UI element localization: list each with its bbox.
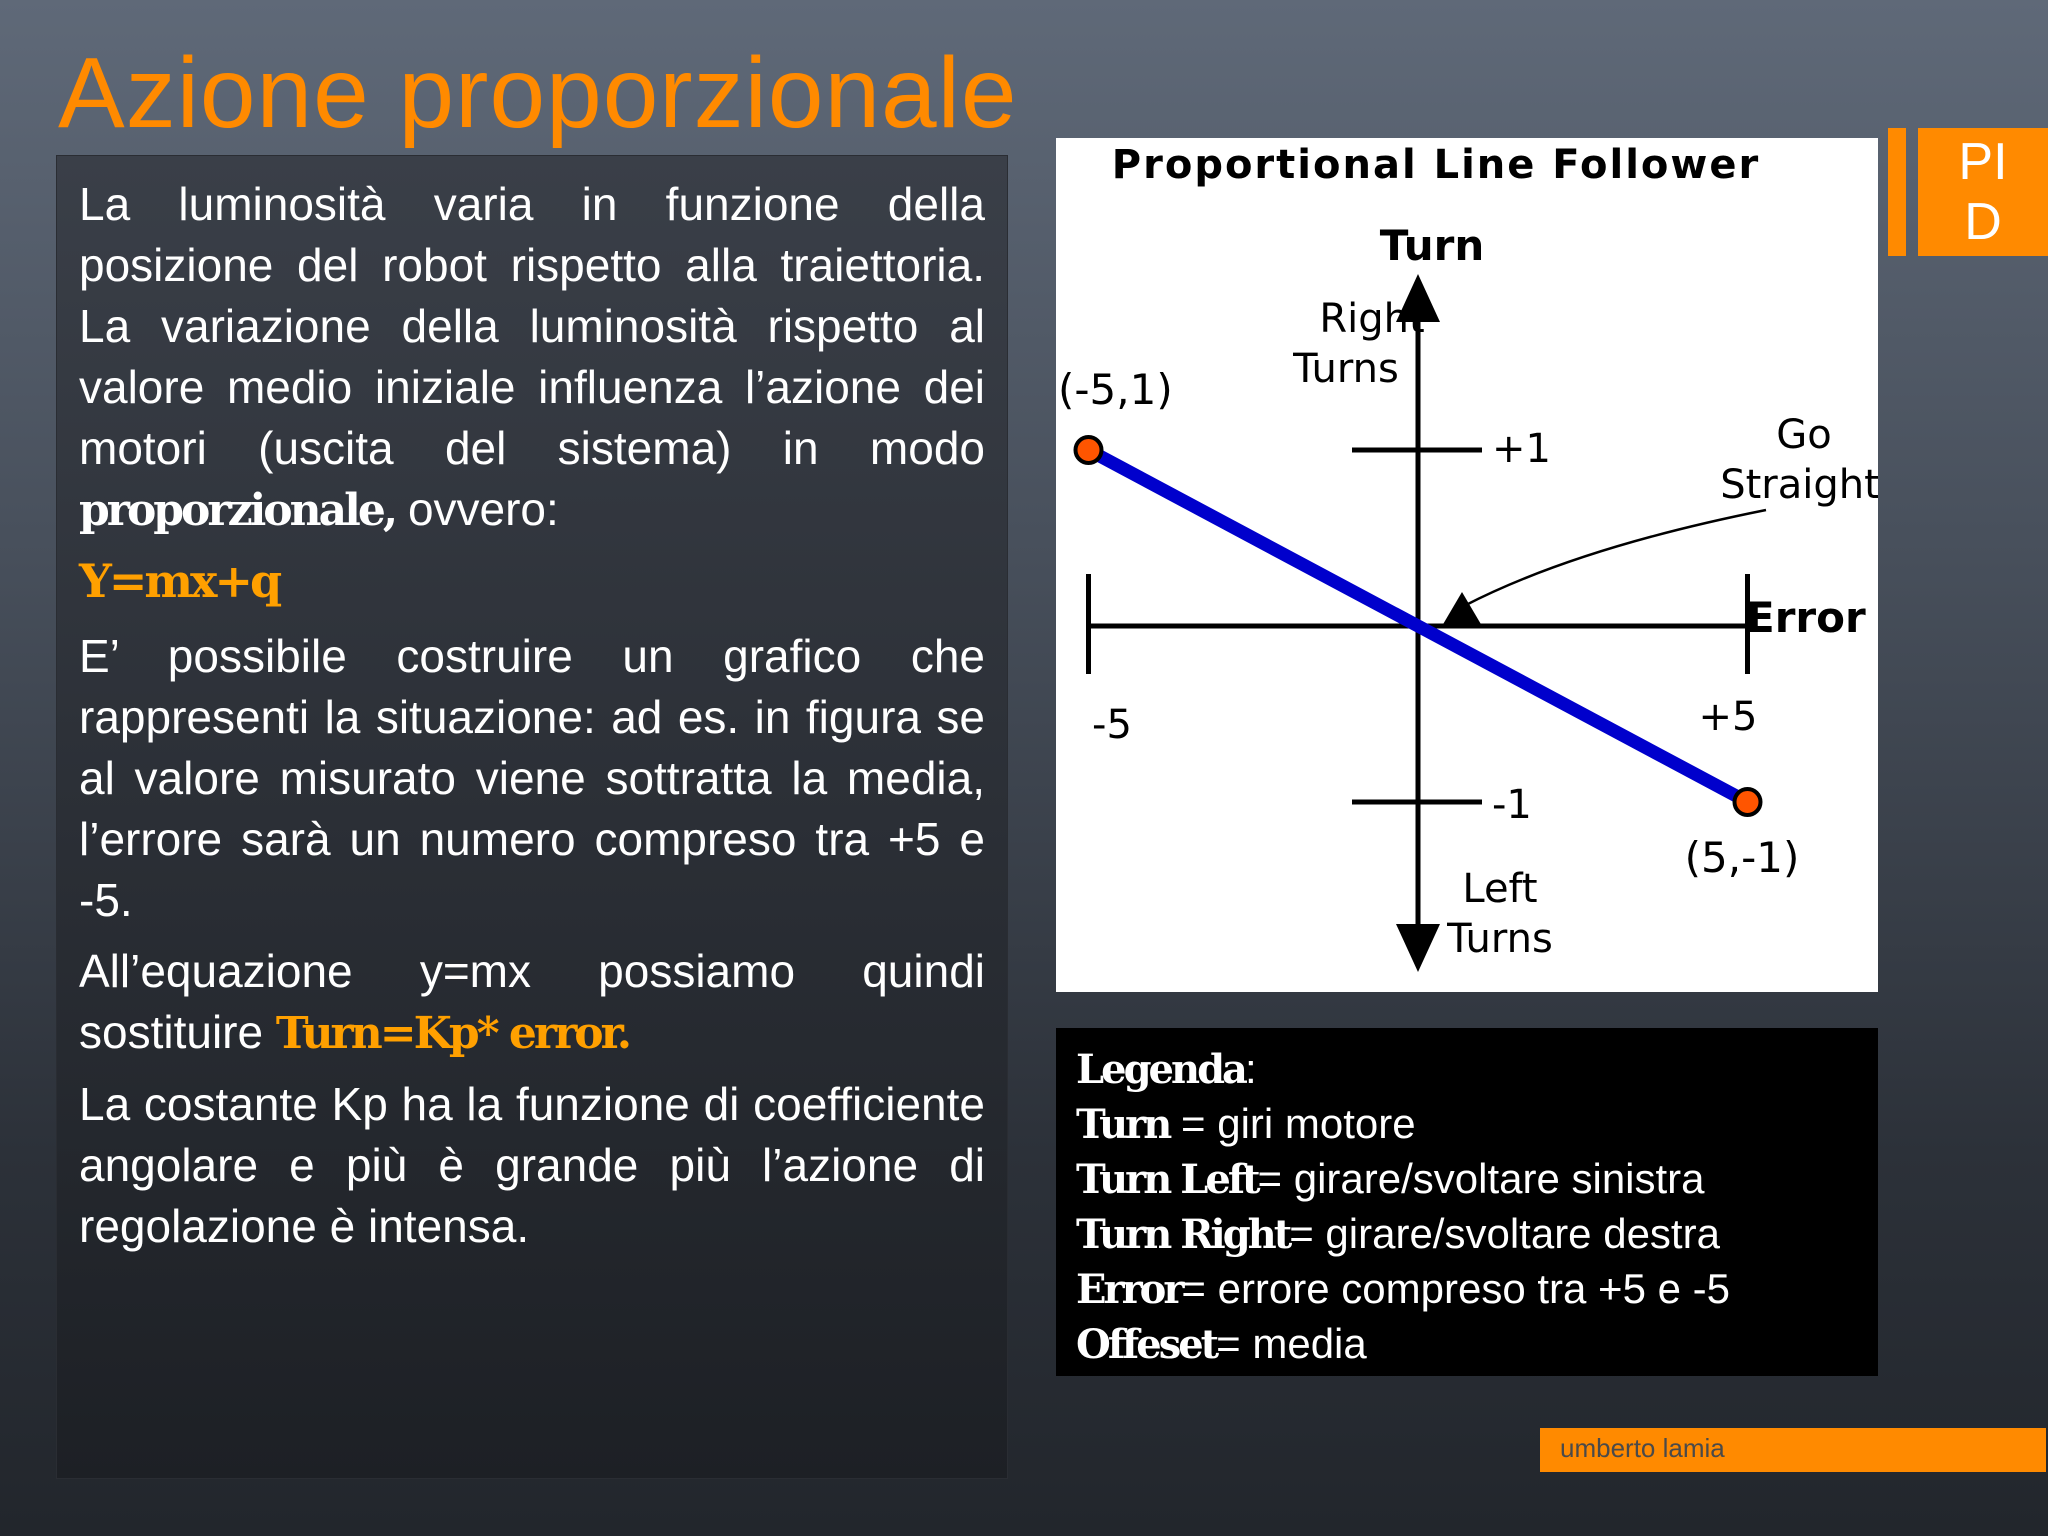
go-straight-label-1: Go — [1776, 412, 1832, 458]
legend-item-key: Turn Left — [1076, 1156, 1258, 1203]
pid-badge-line-2: D — [1964, 193, 2002, 251]
legend-item-value: = girare/svoltare sinistra — [1257, 1155, 1705, 1202]
equation: Y=mx+q — [79, 554, 280, 608]
right-turns-label-2: Turns — [1293, 346, 1399, 392]
paragraph-3 — [79, 941, 985, 1064]
legend-item-key: Offeset — [1076, 1321, 1217, 1368]
y-axis-label: Turn — [1379, 221, 1485, 270]
x-tick-max: +5 — [1698, 694, 1758, 740]
legend-item-value: = errore compreso tra +5 e -5 — [1181, 1265, 1730, 1312]
legend-item-key: Error — [1076, 1266, 1182, 1313]
pid-accent-bar — [1888, 128, 1906, 256]
paragraph-1-bold: proporzionale, — [79, 485, 396, 536]
y-tick-max: +1 — [1492, 426, 1551, 472]
slide-title: Azione proporzionale — [58, 37, 1018, 149]
legend-item-key: Turn Right — [1076, 1211, 1290, 1258]
chart-title: Proportional Line Follower — [1111, 142, 1761, 188]
legend-item-value: = giri motore — [1169, 1100, 1416, 1147]
body-text-panel — [56, 155, 1008, 1479]
chart-panel — [1056, 138, 1878, 992]
paragraph-2: E’ possibile costruire un grafico che rappresenti la situazione: ad es. in figura se al valore misurato viene sottratta la media, l’errore sarà un numero compreso tra +5 e -5. — [79, 630, 985, 926]
legend-item — [1076, 1097, 1858, 1152]
left-turns-label-1: Left — [1462, 866, 1538, 912]
pid-badge-line-1: PI — [1958, 133, 2008, 191]
proportional-chart — [1056, 138, 1878, 992]
data-point — [1076, 437, 1102, 463]
y-tick-min: -1 — [1492, 782, 1532, 828]
legend-heading-colon: : — [1244, 1045, 1257, 1092]
paragraph-1 — [79, 174, 985, 541]
legend-item-value: = girare/svoltare destra — [1289, 1210, 1720, 1257]
paragraph-4: La costante Kp ha la funzione di coefficiente angolare e più è grande più l’azione di regolazione è intensa. — [79, 1078, 985, 1252]
point-label-end: (5,-1) — [1684, 833, 1800, 882]
data-point — [1735, 789, 1761, 815]
legend-panel — [1056, 1028, 1878, 1376]
legend-item — [1076, 1152, 1858, 1207]
paragraph-1-text: La luminosità varia in funzione della posizione del robot rispetto alla traiettoria. La variazione della luminosità rispetto al valore medio iniziale influenza l’azione dei motori (uscita del sistema) in modo — [79, 178, 985, 474]
pid-badge — [1918, 128, 2048, 256]
x-tick-min: -5 — [1092, 702, 1132, 748]
legend-item — [1076, 1207, 1858, 1262]
legend-item — [1076, 1317, 1858, 1372]
legend-item-value: = media — [1216, 1320, 1367, 1367]
go-straight-label-2: Straight — [1720, 462, 1878, 508]
paragraph-1-end: ovvero: — [395, 483, 559, 535]
paragraph-3-formula: Turn=Kp* error. — [275, 1008, 630, 1059]
legend-item — [1076, 1262, 1858, 1317]
annotation-arrow-head — [1442, 592, 1482, 626]
right-turns-label-1: Right — [1319, 296, 1425, 342]
legend-heading — [1076, 1042, 1858, 1097]
point-label-start: (-5,1) — [1058, 365, 1173, 414]
paragraph-3-text: All’equazione y=mx possiamo quindi sostituire — [79, 945, 985, 1058]
legend-item-key: Turn — [1076, 1101, 1170, 1148]
legend-heading-text: Legenda — [1076, 1046, 1245, 1093]
annotation-arrow-line — [1464, 510, 1766, 606]
author-footer: umberto lamia — [1540, 1428, 2046, 1472]
x-axis-label: Error — [1746, 593, 1866, 642]
left-turns-label-2: Turns — [1447, 916, 1553, 962]
